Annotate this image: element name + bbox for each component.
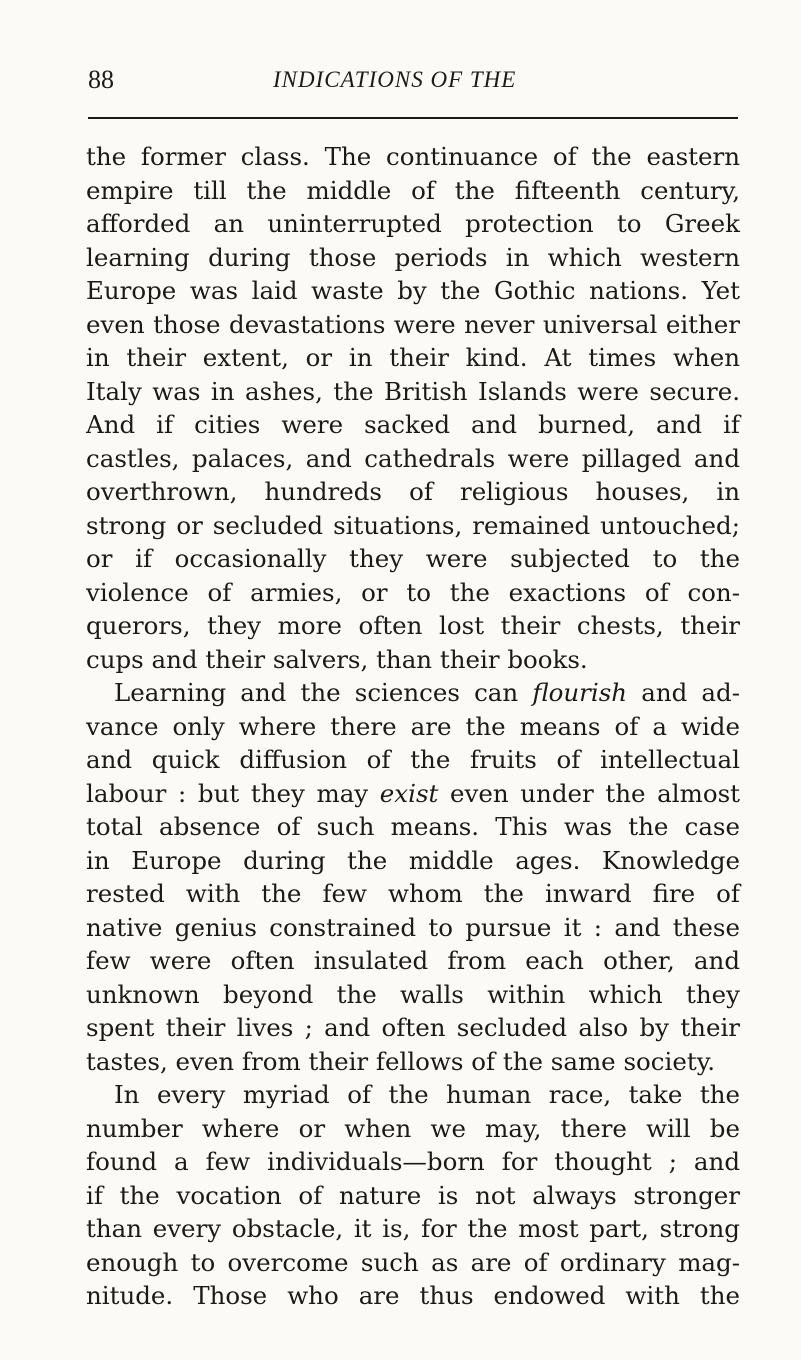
- page-number: 88: [88, 65, 114, 94]
- text-line: afforded an uninterrupted protection to Greek: [86, 209, 740, 238]
- text-line: learning during those periods in which western: [86, 242, 740, 272]
- text-line: the former class. The continuance of the eastern: [86, 142, 740, 171]
- text-line: and quick diffusion of the fruits of intellectual: [86, 745, 740, 774]
- text-line: total absence of such means. This was the case: [86, 812, 740, 841]
- text-line: if the vocation of nature is not always stronger: [86, 1180, 740, 1210]
- text-line: few were often insulated from each other, and: [86, 946, 740, 975]
- text-segment: even under the almost: [438, 778, 740, 808]
- text-line: or if occasionally they were subjected to the: [86, 544, 740, 573]
- italic-word: exist: [379, 778, 439, 808]
- text-line: nitude. Those who are thus endowed with the: [86, 1281, 740, 1310]
- text-line: in Europe during the middle ages. Knowledge: [86, 845, 740, 875]
- text-line: violence of armies, or to the exactions of con-: [86, 577, 740, 607]
- text-line: unknown beyond the walls within which they: [86, 979, 740, 1009]
- text-line: tastes, even from their fellows of the same society.: [86, 1046, 716, 1076]
- text-segment: Learning and the sciences can: [114, 678, 533, 707]
- text-line: number where or when we may, there will be: [86, 1113, 740, 1143]
- text-line: Europe was laid waste by the Gothic nations. Yet: [86, 276, 740, 305]
- text-line: vance only where there are the means of a wide: [86, 711, 740, 741]
- paragraph-2: [86, 676, 740, 1078]
- text-line: than every obstacle, it is, for the most part, strong: [86, 1214, 740, 1243]
- page-header: [88, 62, 738, 102]
- running-title: INDICATIONS OF THE: [273, 67, 517, 92]
- text-line: strong or secluded situations, remained untouched;: [86, 510, 740, 540]
- text-line: even those devastations were never universal either: [86, 309, 740, 339]
- body-text: [86, 140, 740, 1313]
- paragraph-3: [86, 1078, 740, 1313]
- text-line: native genius constrained to pursue it : and these: [86, 912, 740, 942]
- text-line: [86, 676, 740, 710]
- text-line: querors, they more often lost their chests, their: [86, 611, 740, 640]
- text-line: overthrown, hundreds of religious houses, in: [86, 477, 740, 506]
- text-segment: and ad-: [627, 678, 740, 707]
- text-segment: labour : but they may: [86, 778, 380, 808]
- text-line: And if cities were sacked and burned, and if: [86, 410, 740, 439]
- text-line: castles, palaces, and cathedrals were pillaged and: [86, 443, 740, 473]
- italic-word: flourish: [532, 678, 628, 707]
- header-rule: [88, 117, 738, 119]
- paragraph-1: [86, 140, 740, 676]
- text-line: empire till the middle of the fifteenth century,: [86, 175, 740, 205]
- text-line: In every myriad of the human race, take the: [114, 1080, 740, 1109]
- text-line: spent their lives ; and often secluded also by their: [86, 1013, 740, 1042]
- text-line: in their extent, or in their kind. At times when: [86, 343, 740, 372]
- text-line: rested with the few whom the inward fire of: [86, 879, 740, 908]
- text-line: cups and their salvers, than their books.: [86, 644, 588, 674]
- text-line: found a few individuals—born for thought ; and: [86, 1147, 740, 1176]
- text-line: [86, 777, 740, 811]
- text-line: enough to overcome such as are of ordinary mag-: [86, 1247, 740, 1277]
- text-line: Italy was in ashes, the British Islands were secure.: [86, 376, 740, 406]
